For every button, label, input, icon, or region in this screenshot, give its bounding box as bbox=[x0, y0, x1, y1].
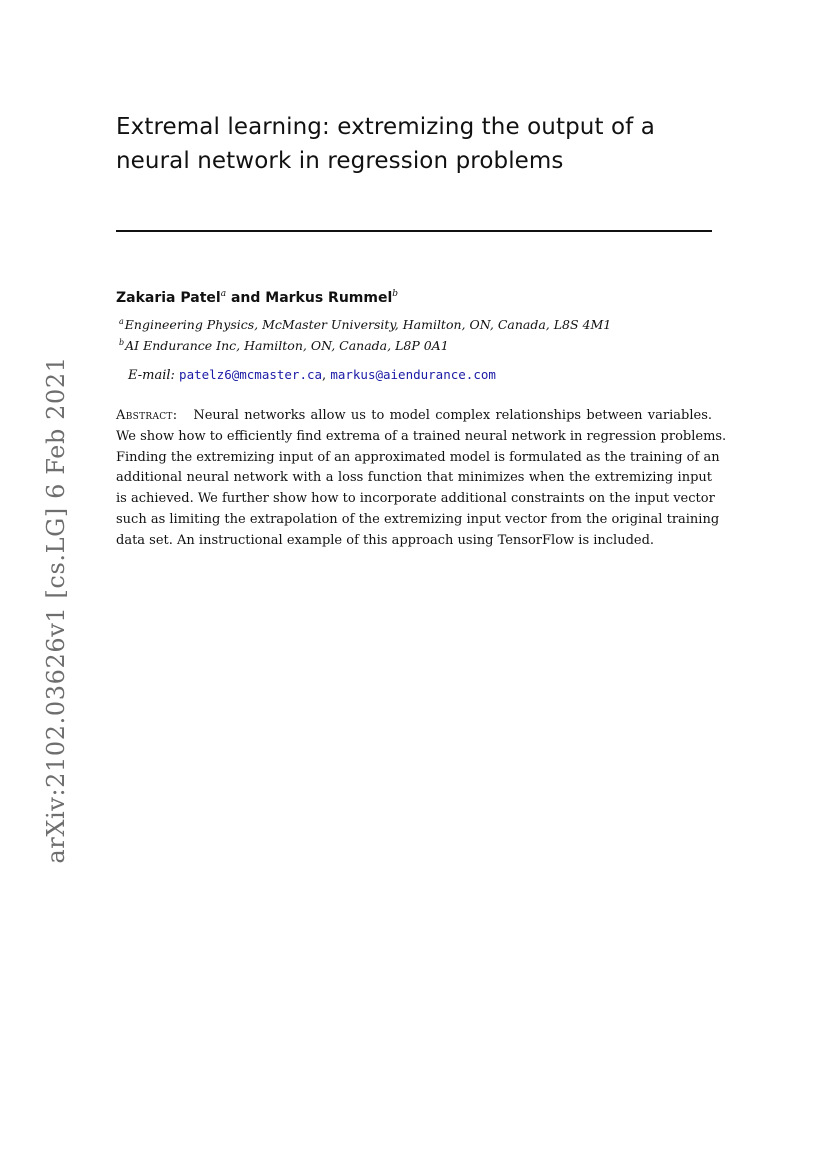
abstract-line: Finding the extremizing input of an approximated model is formulated as the training of an bbox=[116, 449, 720, 465]
abstract-line: is achieved. We further show how to incorporate additional constraints on the input vector bbox=[116, 491, 715, 507]
affiliation-text: Engineering Physics, McMaster University, Hamilton, ON, Canada, L8S 4M1 bbox=[124, 317, 612, 332]
affiliation-mark: b bbox=[392, 289, 399, 299]
affiliation-b bbox=[119, 338, 449, 354]
paper-title-line-1: Extremal learning: extremizing the output of a bbox=[116, 114, 655, 140]
abstract-line: We show how to efficiently find extrema of a trained neural network in regression problems. bbox=[116, 428, 727, 444]
author-name: Markus Rummel bbox=[265, 290, 393, 306]
abstract-line: such as limiting the extrapolation of the extremizing input vector from the original training bbox=[116, 511, 720, 527]
title-divider bbox=[116, 230, 712, 232]
abstract-line: additional neural network with a loss function that minimizes when the extremizing input bbox=[116, 470, 712, 486]
paper-title-line-2: neural network in regression problems bbox=[116, 148, 564, 174]
author-name: Zakaria Patel bbox=[116, 290, 221, 306]
abstract-line-text: Neural networks allow us to model complex relationships between variables. bbox=[193, 408, 712, 423]
author-joiner: and bbox=[230, 290, 261, 306]
abstract-line: data set. An instructional example of this approach using TensorFlow is included. bbox=[116, 532, 655, 548]
email-label: E-mail: bbox=[128, 368, 175, 383]
email-line bbox=[128, 366, 496, 384]
email-link-patel[interactable]: patelz6@mcmaster.ca bbox=[179, 367, 323, 382]
affiliation-mark: b bbox=[119, 338, 125, 347]
affiliation-text: AI Endurance Inc, Hamilton, ON, Canada, L8P 0A1 bbox=[125, 338, 449, 353]
abstract bbox=[116, 406, 727, 552]
affiliation-mark: a bbox=[119, 317, 124, 326]
paper-title bbox=[116, 110, 716, 178]
affiliation-mark: a bbox=[220, 289, 227, 299]
abstract-line bbox=[116, 406, 712, 427]
abstract-heading: Abstract: bbox=[116, 408, 178, 423]
affiliation-a bbox=[119, 317, 611, 333]
email-separator: , bbox=[322, 368, 327, 383]
email-link-rummel[interactable]: markus@aiendurance.com bbox=[330, 367, 496, 382]
author-list bbox=[116, 289, 398, 307]
arxiv-identifier-stamp: arXiv:2102.03626v1 [cs.LG] 6 Feb 2021 bbox=[42, 356, 70, 864]
